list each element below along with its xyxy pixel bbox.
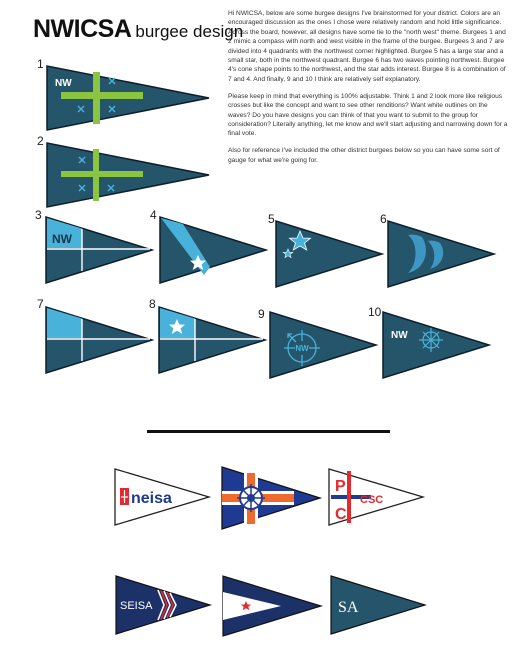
csc-label: CSC — [360, 494, 384, 506]
neisa-logo-icon — [120, 488, 129, 505]
title-subtitle: burgee design — [135, 22, 244, 41]
burgee-9-label: NW — [295, 344, 309, 353]
burgee-1 — [45, 64, 215, 134]
burgee-8 — [157, 305, 269, 379]
description-text — [228, 9, 511, 173]
csc-c-label: C — [335, 506, 347, 523]
burgee-csc — [327, 467, 427, 529]
burgee-5 — [274, 219, 386, 293]
burgee-seisa — [114, 574, 214, 638]
paragraph-intro: Hi NWICSA, below are some burgee designs I've brainstormed for your district. Colors are an encouraged discussion as the ones I chose were relatively random and hold little significance. Across the board, however, all designs have some tie to the "north west" theme. Burgees 1 and 2 mimic a compass with north and west visible in the frame of the burgee. Burgees 3 and 7 are divided into 4 quadrants with the northwest corner highlighted. Burgee 5 has a large star and a small star, both in the northwest quadrant. Burgee 6 has two waves pointing northwest. Burgee 4's cone shape points to the northwest, and the star adds interest. Burgee 8 is a combination of 7 and 4. And finally, 9 and 10 I think are relatively self explanatory. — [228, 10, 506, 83]
design-number-7: 7 — [37, 297, 44, 311]
design-number-1: 1 — [37, 57, 44, 71]
design-number-5: 5 — [268, 212, 275, 226]
csc-p-label: P — [335, 478, 346, 495]
paragraph-reference: Also for reference I've included the other district burgees below so you can have some sort of gauge for what we're going for. — [228, 147, 500, 164]
burgee-3-label: NW — [52, 232, 72, 246]
burgee-10-label: NW — [391, 330, 408, 341]
design-number-4: 4 — [150, 208, 157, 222]
seisa-label: SEISA — [120, 600, 153, 612]
burgee-maisa — [220, 465, 324, 533]
page-title — [33, 15, 243, 44]
design-number-6: 6 — [380, 212, 387, 226]
burgee-7 — [44, 305, 156, 379]
burgee-10 — [381, 310, 493, 384]
burgee-neisa — [113, 467, 213, 529]
burgee-9 — [268, 310, 380, 384]
design-number-8: 8 — [149, 297, 156, 311]
paragraph-adjustable: Please keep in mind that everything is 100% adjustable. Think 1 and 2 look more like religious crosses but like the concept and want to see other renditions? Want white outlines on the waves? Do you have designs you can think of that you want to submit to the group for consideration? Literally anything, let me know and we'll start adjusting and narrowing down for a final vote. — [228, 92, 508, 138]
ship-wheel-icon — [237, 484, 265, 512]
burgee-4 — [158, 215, 270, 289]
design-number-10: 10 — [368, 305, 382, 319]
section-divider — [147, 430, 390, 433]
sa-label: SA — [338, 599, 359, 616]
neisa-label: neisa — [131, 490, 172, 507]
burgee-saisa — [221, 574, 325, 640]
design-number-9: 9 — [258, 307, 265, 321]
design-number-2: 2 — [37, 134, 44, 148]
burgee-sa — [329, 574, 429, 638]
burgee-6 — [386, 219, 498, 293]
burgee-1-label: NW — [55, 78, 72, 89]
burgee-2 — [45, 141, 215, 211]
design-number-3: 3 — [35, 208, 42, 222]
burgee-3 — [44, 215, 154, 289]
title-main: NWICSA — [33, 15, 132, 43]
